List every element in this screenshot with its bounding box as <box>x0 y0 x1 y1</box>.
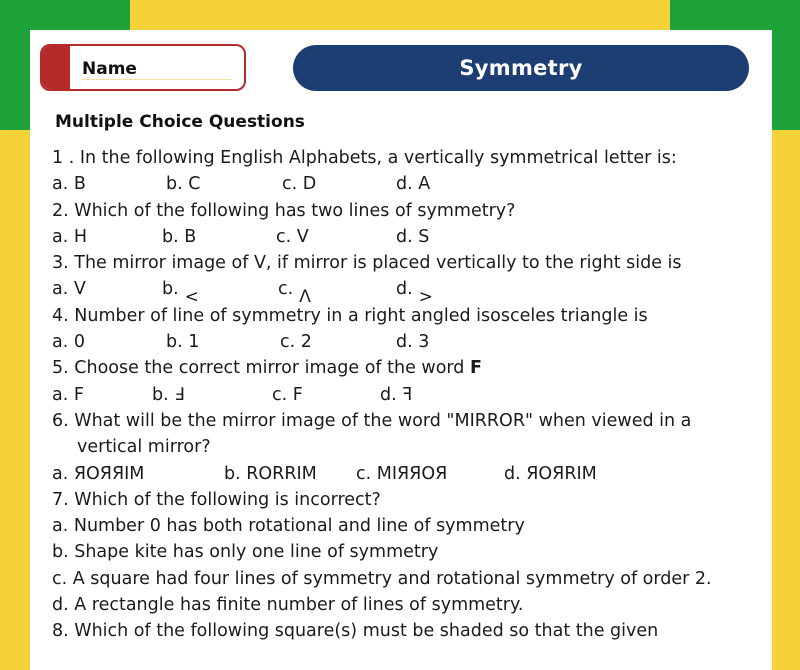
option-c[interactable]: c. A square had four lines of symmetry and rotational symmetry of order 2. <box>52 568 712 589</box>
option-b-row <box>52 539 772 565</box>
name-field[interactable] <box>40 44 246 91</box>
option-c[interactable]: c. 2 <box>280 332 312 353</box>
caret-symbol: Λ <box>299 287 311 308</box>
question-text: 7. Which of the following is incorrect? <box>52 489 381 510</box>
option-d[interactable]: d. A rectangle has finite number of lines of symmetry. <box>52 595 524 616</box>
question-text: 8. Which of the following square(s) must be shaded so that the given <box>52 621 659 642</box>
question-text: 6. What will be the mirror image of the word "MIRROR" when viewed in a <box>52 410 692 431</box>
question-8 <box>52 618 772 644</box>
less-than-symbol: < <box>184 287 199 308</box>
option-b[interactable] <box>162 276 199 308</box>
options-row-5 <box>52 382 772 408</box>
question-7 <box>52 487 772 513</box>
option-a[interactable]: a. ЯОЯЯIM <box>52 463 145 484</box>
option-a[interactable]: a. F <box>52 384 84 405</box>
option-a-row <box>52 513 772 539</box>
greater-than-symbol: > <box>418 287 433 308</box>
option-c[interactable]: c. MIЯЯOЯ <box>356 463 448 484</box>
option-d[interactable]: d. ЯOЯRIM <box>504 463 597 484</box>
question-4 <box>52 303 772 329</box>
question-text: 3. The mirror image of V, if mirror is placed vertically to the right side is <box>52 253 682 274</box>
option-b[interactable]: b. 1 <box>166 332 200 353</box>
name-label: Name <box>82 59 137 79</box>
option-a[interactable]: a. Number 0 has both rotational and line of symmetry <box>52 516 525 537</box>
option-c[interactable]: c. V <box>276 226 309 247</box>
option-b[interactable]: b. C <box>166 174 201 195</box>
name-field-tab <box>42 46 70 89</box>
option-a[interactable]: a. B <box>52 174 86 195</box>
option-c[interactable]: c. Ϝ <box>272 384 303 405</box>
option-d[interactable]: d. ꟻ <box>380 384 413 405</box>
option-a[interactable]: a. H <box>52 226 88 247</box>
question-text <box>52 355 772 381</box>
option-c[interactable] <box>278 276 311 308</box>
option-c-row <box>52 566 772 592</box>
option-a[interactable]: a. V <box>52 279 86 300</box>
option-d[interactable]: d. S <box>396 226 430 247</box>
option-a[interactable]: a. 0 <box>52 332 85 353</box>
option-c-label: c. <box>278 279 294 300</box>
option-b[interactable]: b. RORRIM <box>224 463 317 484</box>
section-heading: Multiple Choice Questions <box>55 112 305 132</box>
option-b[interactable]: b. Ⅎ <box>152 384 185 405</box>
question-1 <box>52 145 772 171</box>
question-3 <box>52 250 772 276</box>
options-row-1 <box>52 171 772 197</box>
question-text-continued: vertical mirror? <box>77 437 211 458</box>
option-d-row <box>52 592 772 618</box>
question-word: F <box>469 358 482 379</box>
name-input-line[interactable] <box>82 79 232 80</box>
options-row-4 <box>52 329 772 355</box>
option-d-label: d. <box>396 279 413 300</box>
question-5 <box>52 355 772 381</box>
option-c[interactable]: c. D <box>282 174 317 195</box>
option-b[interactable]: b. B <box>162 226 197 247</box>
options-row-6 <box>52 461 772 487</box>
option-d[interactable]: d. 3 <box>396 332 430 353</box>
option-b[interactable]: b. Shape kite has only one line of symmetry <box>52 542 439 563</box>
question-text: 2. Which of the following has two lines of symmetry? <box>52 200 516 221</box>
question-text-main: 5. Choose the correct mirror image of the word <box>52 358 470 379</box>
question-list <box>52 145 772 645</box>
options-row-3 <box>52 276 772 308</box>
option-b-label: b. <box>162 279 179 300</box>
question-6 <box>52 408 772 434</box>
options-row-2 <box>52 224 772 250</box>
option-d[interactable]: d. A <box>396 174 431 195</box>
question-text: 1 . In the following English Alphabets, a vertically symmetrical letter is: <box>52 148 677 168</box>
page-title: Symmetry <box>293 45 749 91</box>
question-text: 4. Number of line of symmetry in a right angled isosceles triangle is <box>52 305 648 326</box>
option-d[interactable] <box>396 276 433 308</box>
question-2 <box>52 198 772 224</box>
question-6-continued <box>52 434 772 460</box>
